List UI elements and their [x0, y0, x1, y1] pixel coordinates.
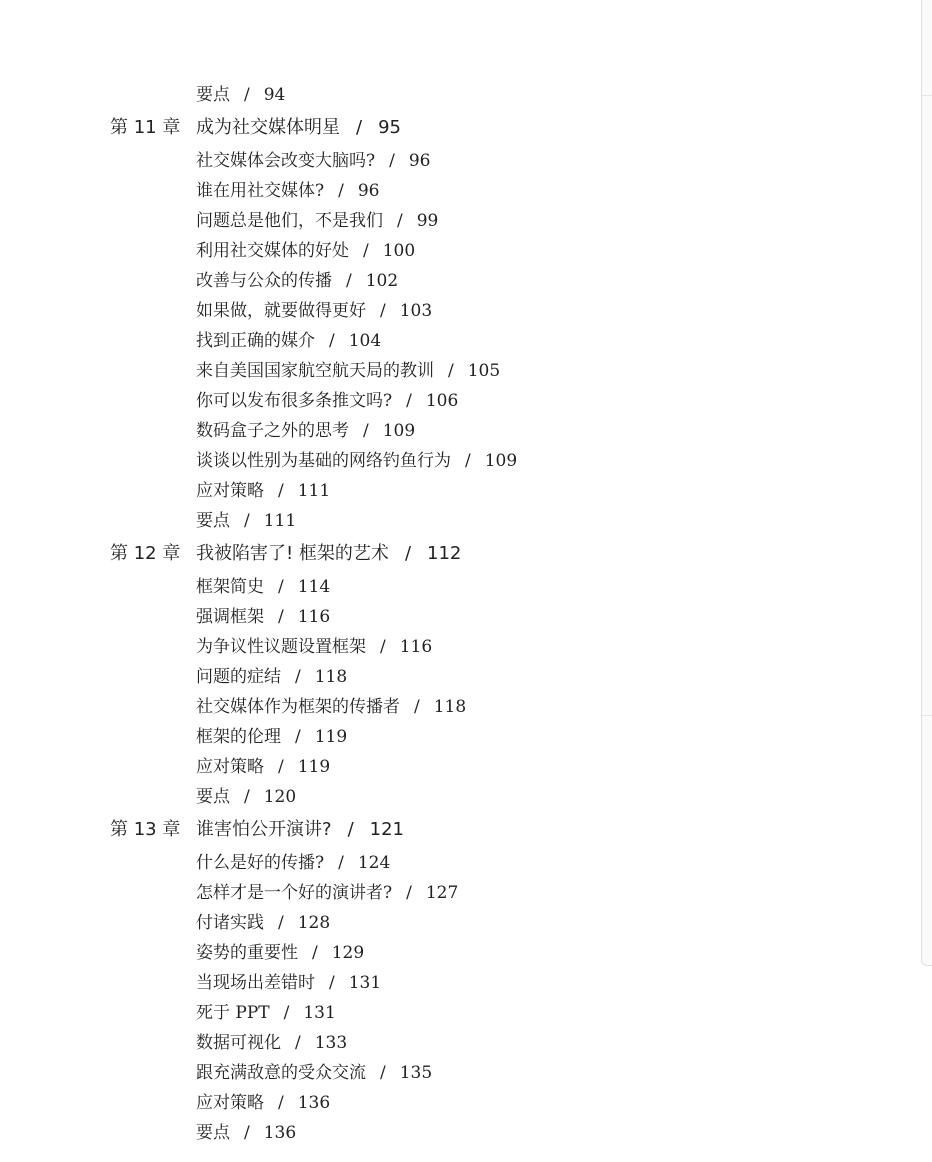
- toc-separator: /: [448, 361, 454, 381]
- toc-separator: /: [414, 697, 420, 717]
- toc-entry[interactable]: [0, 848, 900, 878]
- toc-page-number: 131: [303, 1003, 336, 1023]
- toc-entry-title: [196, 176, 380, 206]
- toc-separator: /: [363, 241, 369, 261]
- toc-entry-title: [196, 1118, 296, 1148]
- toc-page-number: 103: [399, 301, 433, 321]
- toc-entry-title: [196, 752, 330, 782]
- toc-page-number: 131: [348, 973, 382, 993]
- toc-page-number: 100: [382, 241, 416, 261]
- toc-entry-title: [196, 848, 390, 878]
- toc-entry-text: 问题总是他们，不是我们: [196, 211, 383, 231]
- chapter-page-number: 95: [378, 117, 401, 138]
- toc-separator: /: [338, 853, 344, 873]
- chapter-heading[interactable]: [0, 536, 900, 572]
- toc-entry-text: 为争议性议题设置框架: [196, 637, 366, 657]
- toc-entry[interactable]: [0, 908, 900, 938]
- toc-separator: /: [329, 331, 335, 351]
- toc-entry-title: [196, 908, 330, 938]
- toc-entry[interactable]: [0, 572, 900, 602]
- toc-page-number: 102: [365, 271, 399, 291]
- toc-entry-text: 应对策略: [196, 481, 264, 501]
- toc-entry-title: [196, 266, 398, 296]
- toc-entry-text: 当现场出差错时: [196, 973, 315, 993]
- toc-separator: /: [295, 727, 301, 747]
- toc-page-number: 114: [297, 577, 331, 597]
- toc-entry-text: 找到正确的媒介: [196, 331, 315, 351]
- toc-entry-text: 数据可视化: [196, 1033, 281, 1053]
- toc-page-number: 124: [357, 853, 391, 873]
- toc-entry-text: 要点: [196, 85, 230, 105]
- toc-entry[interactable]: [0, 1088, 900, 1118]
- toc-entry[interactable]: [0, 752, 900, 782]
- toc-entry[interactable]: [0, 476, 900, 506]
- toc-entry-text: 改善与公众的传播: [196, 271, 332, 291]
- toc-page-number: 99: [416, 211, 439, 231]
- chapter-number: 第 12 章: [110, 543, 181, 564]
- toc-separator: /: [404, 543, 412, 564]
- toc-entry-text: 框架的伦理: [196, 727, 281, 747]
- toc-separator: /: [244, 511, 250, 531]
- toc-entry-title: [196, 80, 285, 110]
- toc-entry-text: 你可以发布很多条推文吗?: [196, 391, 393, 411]
- toc-entry-text: 数码盒子之外的思考: [196, 421, 349, 441]
- toc-separator: /: [406, 883, 412, 903]
- toc-separator: /: [244, 1123, 250, 1143]
- toc-entry[interactable]: [0, 266, 900, 296]
- toc-separator: /: [380, 1063, 386, 1083]
- toc-entry-text: 姿势的重要性: [196, 943, 298, 963]
- toc-entry[interactable]: [0, 968, 900, 998]
- toc-entry-title: [196, 206, 438, 236]
- toc-separator: /: [380, 301, 386, 321]
- chapter-title: 成为社交媒体明星: [196, 117, 340, 138]
- toc-page-number: 128: [297, 913, 331, 933]
- toc-page-number: 119: [297, 757, 331, 777]
- toc-entry[interactable]: [0, 146, 900, 176]
- toc-entry-title: [196, 1058, 432, 1088]
- toc-entry-title: [196, 938, 364, 968]
- toc-entry-title: [196, 968, 381, 998]
- scrollbar-track[interactable]: [921, 0, 932, 966]
- toc-entry-title: [196, 662, 347, 692]
- chapter-title: 我被陷害了! 框架的艺术: [196, 543, 389, 564]
- toc-separator: /: [389, 151, 395, 171]
- toc-entry-title: [196, 632, 432, 662]
- toc-entry-title: [196, 692, 466, 722]
- toc-entry-title: [196, 296, 432, 326]
- toc-entry-title: [196, 476, 330, 506]
- scrollbar-divider: [922, 715, 932, 716]
- chapter-heading[interactable]: [0, 110, 900, 146]
- toc-entry-text: 谈谈以性别为基础的网络钓鱼行为: [196, 451, 451, 471]
- toc-entry-text: 要点: [196, 1123, 230, 1143]
- toc-separator: /: [329, 973, 335, 993]
- toc-page-number: 105: [467, 361, 501, 381]
- toc-page-number: 111: [297, 481, 331, 501]
- toc-entry-text: 要点: [196, 511, 230, 531]
- chapter-number: 第 13 章: [110, 819, 181, 840]
- chapter-title-group: [196, 536, 461, 572]
- toc-page-number: 116: [297, 607, 331, 627]
- toc-entry[interactable]: [0, 1058, 900, 1088]
- toc-page-number: 106: [425, 391, 459, 411]
- chapter-title: 谁害怕公开演讲?: [196, 819, 332, 840]
- toc-separator: /: [244, 787, 250, 807]
- toc-entry[interactable]: [0, 998, 900, 1028]
- toc-entry[interactable]: [0, 446, 900, 476]
- toc-page-number: 135: [399, 1063, 433, 1083]
- toc-page-number: 109: [382, 421, 416, 441]
- toc-entry-title: [196, 446, 517, 476]
- toc-entry-title: [196, 722, 347, 752]
- toc-entry[interactable]: [0, 326, 900, 356]
- toc-entry[interactable]: [0, 236, 900, 266]
- toc-separator: /: [346, 271, 352, 291]
- table-of-contents: [0, 80, 900, 1148]
- toc-entry-text: 谁在用社交媒体?: [196, 181, 325, 201]
- toc-entry-title: [196, 326, 381, 356]
- toc-separator: /: [380, 637, 386, 657]
- toc-separator: /: [295, 667, 301, 687]
- toc-entry-title: [196, 386, 458, 416]
- toc-page-number: 109: [484, 451, 518, 471]
- toc-page-number: 120: [263, 787, 297, 807]
- toc-page-number: 104: [348, 331, 382, 351]
- toc-entry-text: 死于 PPT: [196, 1003, 270, 1023]
- toc-entry[interactable]: [0, 206, 900, 236]
- toc-page-number: 129: [331, 943, 365, 963]
- toc-entry[interactable]: [0, 80, 900, 110]
- toc-entry-text: 社交媒体会改变大脑吗?: [196, 151, 376, 171]
- toc-entry-text: 怎样才是一个好的演讲者?: [196, 883, 393, 903]
- chapter-page-number: 112: [427, 543, 462, 564]
- toc-entry[interactable]: [0, 722, 900, 752]
- chapter-heading[interactable]: [0, 812, 900, 848]
- toc-entry[interactable]: [0, 1118, 900, 1148]
- toc-entry-text: 框架简史: [196, 577, 264, 597]
- toc-separator: /: [312, 943, 318, 963]
- toc-entry-text: 利用社交媒体的好处: [196, 241, 349, 261]
- chapter-number: 第 11 章: [110, 117, 181, 138]
- toc-entry-text: 付诸实践: [196, 913, 264, 933]
- toc-entry[interactable]: [0, 176, 900, 206]
- toc-page-number: 118: [314, 667, 348, 687]
- toc-entry-title: [196, 236, 415, 266]
- toc-page-number: 94: [263, 85, 286, 105]
- toc-entry-text: 来自美国国家航空航天局的教训: [196, 361, 434, 381]
- toc-separator: /: [278, 607, 284, 627]
- toc-page-number: 136: [297, 1093, 331, 1113]
- toc-entry-text: 强调框架: [196, 607, 264, 627]
- toc-entry[interactable]: [0, 938, 900, 968]
- toc-page-number: 96: [408, 151, 431, 171]
- toc-entry-title: [196, 998, 336, 1028]
- toc-separator: /: [356, 117, 363, 138]
- toc-separator: /: [397, 211, 403, 231]
- toc-entry[interactable]: [0, 662, 900, 692]
- toc-entry-text: 社交媒体作为框架的传播者: [196, 697, 400, 717]
- toc-entry-text: 应对策略: [196, 1093, 264, 1113]
- toc-separator: /: [347, 819, 354, 840]
- toc-entry-title: [196, 146, 431, 176]
- chapter-page-number: 121: [369, 819, 404, 840]
- toc-page-number: 118: [433, 697, 467, 717]
- toc-page-number: 127: [425, 883, 459, 903]
- toc-entry-text: 跟充满敌意的受众交流: [196, 1063, 366, 1083]
- toc-separator: /: [363, 421, 369, 441]
- toc-page-number: 111: [263, 511, 297, 531]
- toc-entry-text: 如果做，就要做得更好: [196, 301, 366, 321]
- toc-entry[interactable]: [0, 692, 900, 722]
- toc-separator: /: [244, 85, 250, 105]
- toc-entry-title: [196, 416, 415, 446]
- toc-entry-text: 要点: [196, 787, 230, 807]
- toc-separator: /: [406, 391, 412, 411]
- chapter-title-group: [196, 110, 401, 146]
- toc-separator: /: [465, 451, 471, 471]
- toc-entry[interactable]: [0, 356, 900, 386]
- toc-page-number: 96: [357, 181, 380, 201]
- toc-entry[interactable]: [0, 296, 900, 326]
- toc-page-number: 116: [399, 637, 433, 657]
- toc-entry-text: 什么是好的传播?: [196, 853, 325, 873]
- toc-separator: /: [278, 577, 284, 597]
- toc-page-number: 119: [314, 727, 348, 747]
- toc-entry[interactable]: [0, 632, 900, 662]
- toc-entry-title: [196, 572, 330, 602]
- toc-page-number: 133: [314, 1033, 348, 1053]
- toc-entry-text: 问题的症结: [196, 667, 281, 687]
- toc-separator: /: [295, 1033, 301, 1053]
- toc-separator: /: [278, 913, 284, 933]
- scrollbar-divider: [922, 95, 932, 96]
- toc-separator: /: [278, 757, 284, 777]
- toc-entry-title: [196, 1028, 347, 1058]
- toc-entry[interactable]: [0, 506, 900, 536]
- toc-entry-title: [196, 1088, 330, 1118]
- chapter-title-group: [196, 812, 404, 848]
- toc-entry[interactable]: [0, 386, 900, 416]
- toc-entry[interactable]: [0, 878, 900, 908]
- toc-separator: /: [283, 1003, 290, 1023]
- toc-entry-title: [196, 602, 330, 632]
- toc-entry-title: [196, 782, 296, 812]
- toc-entry[interactable]: [0, 416, 900, 446]
- toc-separator: /: [338, 181, 344, 201]
- toc-separator: /: [278, 1093, 284, 1113]
- toc-entry[interactable]: [0, 1028, 900, 1058]
- toc-entry[interactable]: [0, 782, 900, 812]
- toc-entry[interactable]: [0, 602, 900, 632]
- toc-page-number: 136: [263, 1123, 297, 1143]
- toc-separator: /: [278, 481, 284, 501]
- toc-entry-title: [196, 878, 458, 908]
- toc-entry-text: 应对策略: [196, 757, 264, 777]
- toc-entry-title: [196, 506, 296, 536]
- toc-entry-title: [196, 356, 500, 386]
